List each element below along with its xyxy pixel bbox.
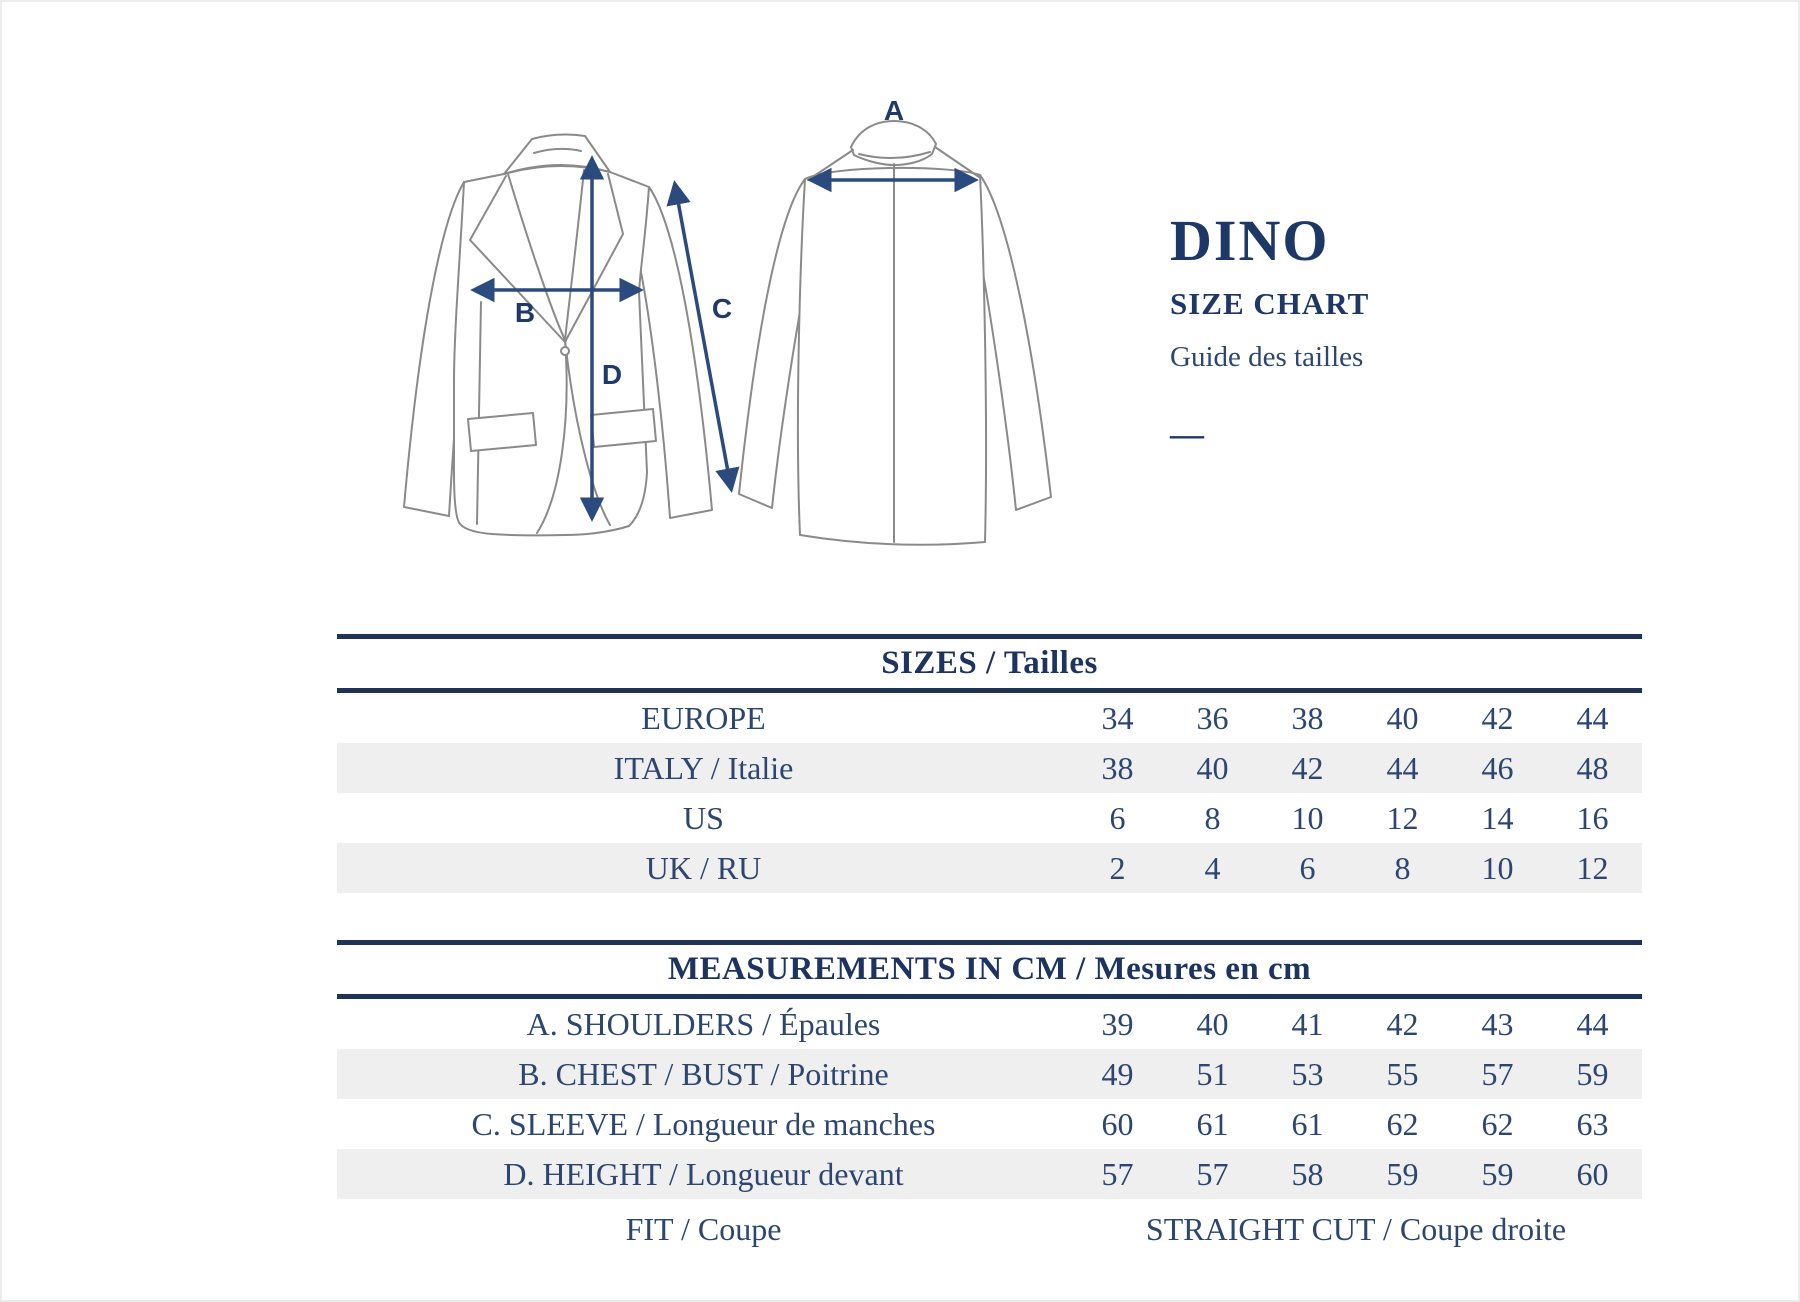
table-row-us (337, 793, 1642, 843)
title-block (1170, 208, 1370, 453)
cell: 16 (1576, 799, 1609, 836)
jacket-back-drawing (739, 121, 1051, 545)
cell: 59 (1481, 1155, 1514, 1192)
fit-value: STRAIGHT CUT / Coupe droite (1145, 1211, 1567, 1247)
cell: 10 (1291, 799, 1324, 836)
cell: 42 (1386, 1005, 1419, 1042)
back-body (798, 168, 986, 545)
measure-label-a: A (883, 95, 905, 126)
cell: 48 (1576, 749, 1609, 786)
front-button (561, 347, 569, 355)
row-label: B. CHEST / BUST / Poitrine (518, 1055, 889, 1092)
sizes-table (337, 634, 1642, 893)
cell: 62 (1386, 1105, 1419, 1142)
cell: 44 (1576, 1005, 1609, 1042)
cell: 55 (1386, 1055, 1419, 1092)
cell: 41 (1291, 1005, 1324, 1042)
jacket-front-drawing (404, 135, 712, 536)
row-label: ITALY / Italie (613, 749, 794, 786)
front-right-sleeve (637, 187, 712, 518)
cell: 49 (1101, 1055, 1134, 1092)
table-row-chest (337, 1049, 1642, 1099)
cell: 57 (1101, 1155, 1134, 1192)
cell: 8 (1394, 849, 1411, 886)
table-row-uk (337, 843, 1642, 893)
cell: 38 (1291, 699, 1324, 736)
product-title: DINO (1170, 208, 1330, 273)
table-row-shoulders (337, 999, 1642, 1049)
row-label: C. SLEEVE / Longueur de manches (471, 1105, 936, 1142)
cell: 4 (1204, 849, 1221, 886)
measurements-table (337, 940, 1642, 1257)
cell: 63 (1576, 1105, 1609, 1142)
table-row-europe (337, 693, 1642, 743)
cell: 51 (1196, 1055, 1229, 1092)
cell: 12 (1576, 849, 1609, 886)
table-row-fit (337, 1199, 1642, 1257)
cell: 59 (1576, 1055, 1609, 1092)
cell: 60 (1101, 1105, 1134, 1142)
divider-dash: — (1170, 416, 1204, 453)
chart-title: SIZE CHART (1170, 286, 1370, 321)
cell: 42 (1291, 749, 1324, 786)
sizes-table-heading: SIZES / Tailles (881, 645, 1098, 681)
cell: 60 (1576, 1155, 1609, 1192)
cell: 8 (1204, 799, 1221, 836)
row-label: US (683, 799, 724, 836)
cell: 62 (1481, 1105, 1514, 1142)
row-label: EUROPE (641, 699, 766, 736)
cell: 40 (1196, 1005, 1229, 1042)
jacket-diagram (332, 77, 1122, 577)
cell: 6 (1109, 799, 1126, 836)
cell: 39 (1101, 1005, 1134, 1042)
front-right-pocket (591, 409, 656, 447)
table-row-italy (337, 743, 1642, 793)
measure-label-b: B (514, 297, 536, 328)
table-row-height (337, 1149, 1642, 1199)
cell: 57 (1481, 1055, 1514, 1092)
cell: 44 (1576, 699, 1609, 736)
cell: 6 (1299, 849, 1316, 886)
cell: 43 (1481, 1005, 1514, 1042)
cell: 10 (1481, 849, 1514, 886)
measure-label-d: D (601, 359, 623, 390)
cell: 58 (1291, 1155, 1324, 1192)
cell: 38 (1101, 749, 1134, 786)
cell: 40 (1386, 699, 1419, 736)
cell: 46 (1481, 749, 1514, 786)
table-row-sleeve (337, 1099, 1642, 1149)
cell: 44 (1386, 749, 1419, 786)
back-right-sleeve (980, 175, 1051, 510)
cell: 57 (1196, 1155, 1229, 1192)
cell: 34 (1101, 699, 1134, 736)
front-left-pocket (468, 413, 536, 451)
cell: 42 (1481, 699, 1514, 736)
cell: 59 (1386, 1155, 1419, 1192)
row-label: UK / RU (645, 849, 762, 886)
measure-label-c: C (711, 293, 733, 324)
cell: 2 (1109, 849, 1126, 886)
row-label: D. HEIGHT / Longueur devant (503, 1155, 904, 1192)
chart-subtitle-french: Guide des tailles (1170, 341, 1364, 373)
cell: 61 (1291, 1105, 1324, 1142)
row-label: A. SHOULDERS / Épaules (526, 1005, 881, 1042)
cell: 14 (1481, 799, 1514, 836)
cell: 40 (1196, 749, 1229, 786)
measurements-table-heading: MEASUREMENTS IN CM / Mesures en cm (667, 951, 1312, 987)
cell: 61 (1196, 1105, 1229, 1142)
cell: 36 (1196, 699, 1229, 736)
cell: 12 (1386, 799, 1419, 836)
row-label: FIT / Coupe (625, 1211, 782, 1247)
cell: 53 (1291, 1055, 1324, 1092)
